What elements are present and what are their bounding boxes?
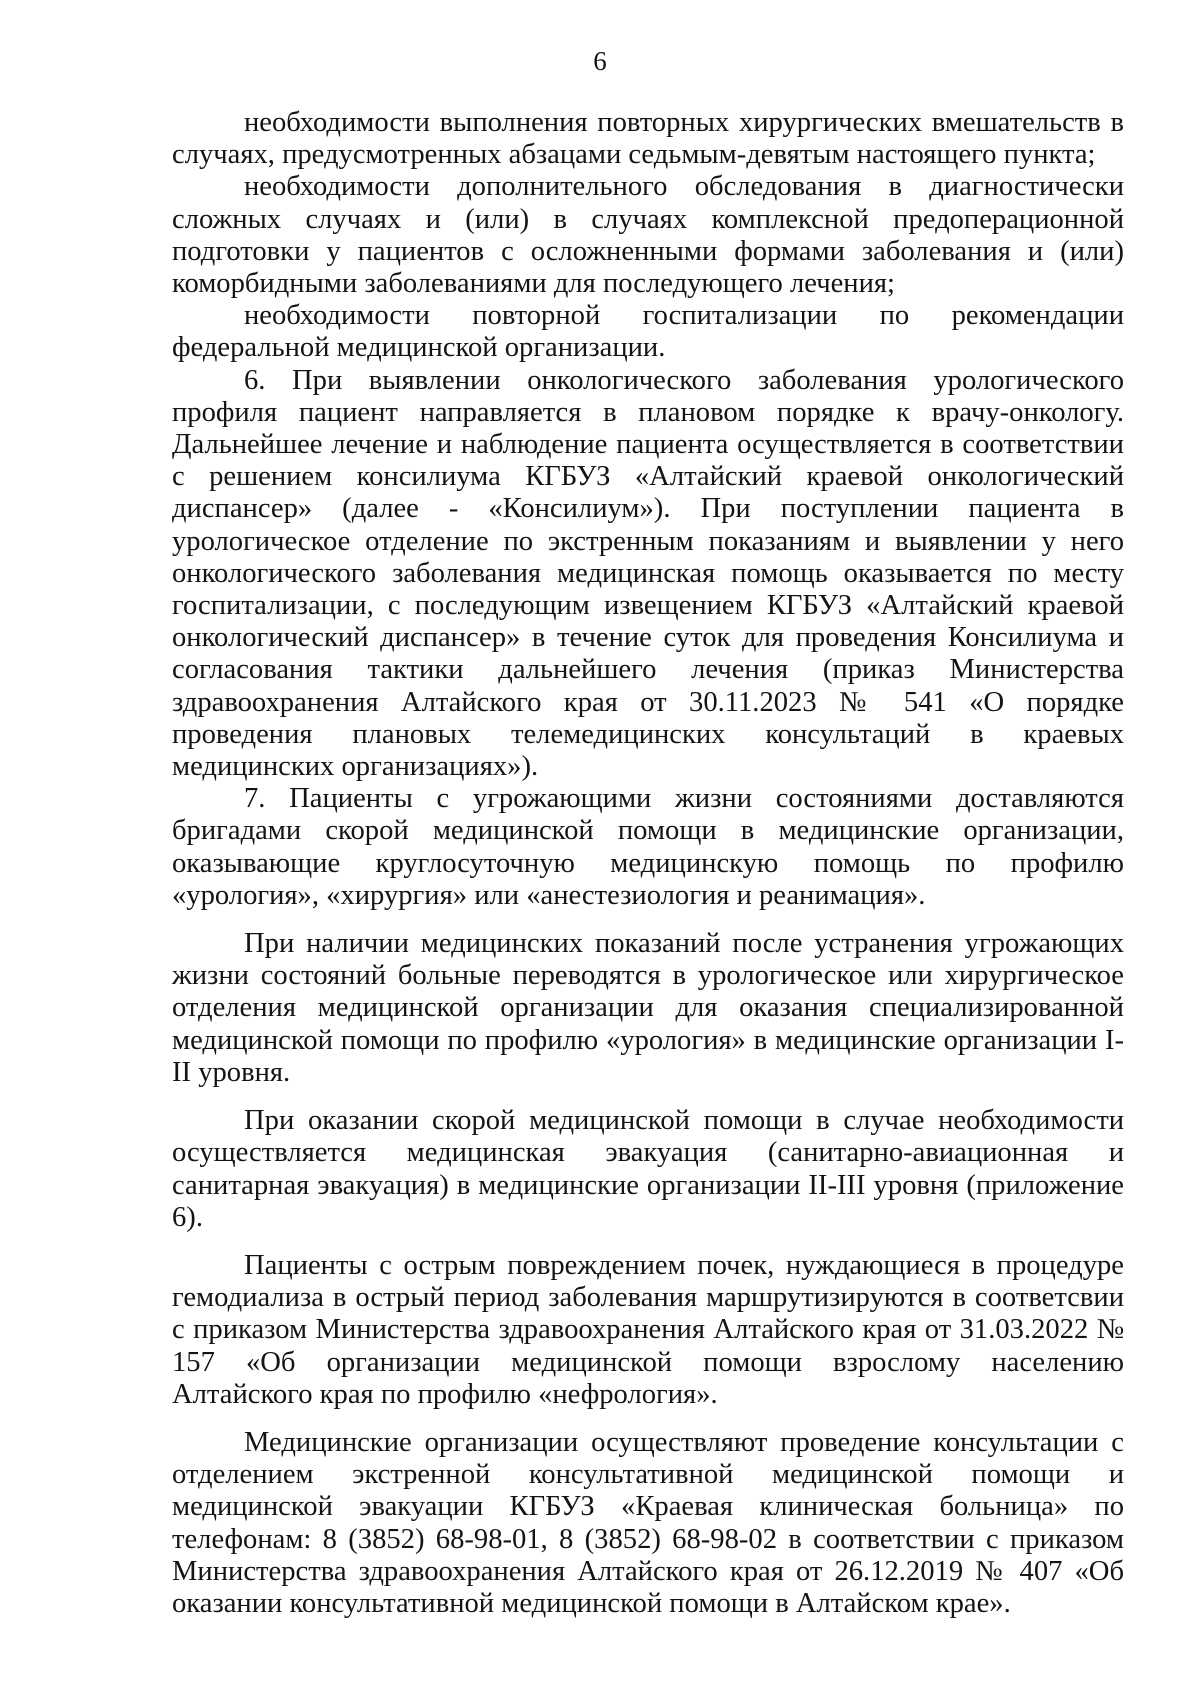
paragraph-repeat-surgery: необходимости выполнения повторных хирургических вмешательств в случаях, предусмотренных абзацами седьмым-девятым настоящего пункта; — [172, 107, 1124, 171]
paragraph-spacer — [172, 1089, 1124, 1105]
paragraph-additional-exam: необходимости дополнительного обследования в диагностически сложных случаях и (или) в случаях комплексной предоперационной подготовки у пациентов с осложненными формами заболевания и (или) коморбидными заболеваниями для последующего лечения; — [172, 171, 1124, 300]
paragraph-hemodialysis: Пациенты с острым повреждением почек, нуждающиеся в процедуре гемодиализа в острый период заболевания маршрутизируются в соответсвии с приказом Министерства здравоохранения Алтайского края от 31.03.2022 № 157 «Об организации медицинской помощи взрослому населению Алтайского края по профилю «нефрология». — [172, 1249, 1124, 1410]
paragraph-spacer — [172, 1234, 1124, 1250]
page-number: 6 — [593, 46, 607, 76]
paragraph-spacer — [172, 912, 1124, 928]
paragraph-item-7: 7. Пациенты с угрожающими жизни состояниями доставляются бригадами скорой медицинской помощи в медицинские организации, оказывающие круглосуточную медицинскую помощь по профилю «урология», «хирургия» или «анестезиология и реанимация». — [172, 783, 1124, 911]
paragraph-item-6: 6. При выявлении онкологического заболевания урологического профиля пациент направляется в плановом порядке к врачу-онкологу. Дальнейшее лечение и наблюдение пациента осуществляется в соответствии с решением консилиума КГБУЗ «Алтайский краевой онкологический диспансер» (далее - «Консилиум»). При поступлении пациента в урологическое отделение по экстренным показаниям и выявлении у него онкологического заболевания медицинская помощь оказывается по месту госпитализации, с последующим извещением КГБУЗ «Алтайский краевой онкологический диспансер» в течение суток для проведения Консилиума и согласования тактики дальнейшего лечения (приказ Министерства здравоохранения Алтайского края от 30.11.2023 № 541 «О порядке проведения плановых телемедицинских консультаций в краевых медицинских организациях»). — [172, 364, 1124, 783]
paragraph-evacuation: При оказании скорой медицинской помощи в случае необходимости осуществляется медицинская эвакуация (санитарно-авиационная и санитарная эвакуация) в медицинские организации II-III уровня (приложение 6). — [172, 1105, 1124, 1233]
paragraph-consultation: Медицинские организации осуществляют проведение консультации с отделением экстренной консультативной медицинской помощи и медицинской эвакуации КГБУЗ «Краевая клиническая больница» по телефонам: 8 (3852) 68-98-01, 8 (3852) 68-98-02 в соответствии с приказом Министерства здравоохранения Алтайского края от 26.12.2019 № 407 «Об оказании консультативной медицинской помощи в Алтайском крае». — [172, 1426, 1124, 1619]
paragraph-rehospitalization: необходимости повторной госпитализации по рекомендации федеральной медицинской организации. — [172, 300, 1124, 364]
paragraph-spacer — [172, 1411, 1124, 1427]
document-body — [172, 107, 1124, 1620]
paragraph-transfer: При наличии медицинских показаний после устранения угрожающих жизни состояний больные переводятся в урологическое или хирургическое отделения медицинской организации для оказания специализированной медицинской помощи по профилю «урология» в медицинские организации I-II уровня. — [172, 928, 1124, 1088]
